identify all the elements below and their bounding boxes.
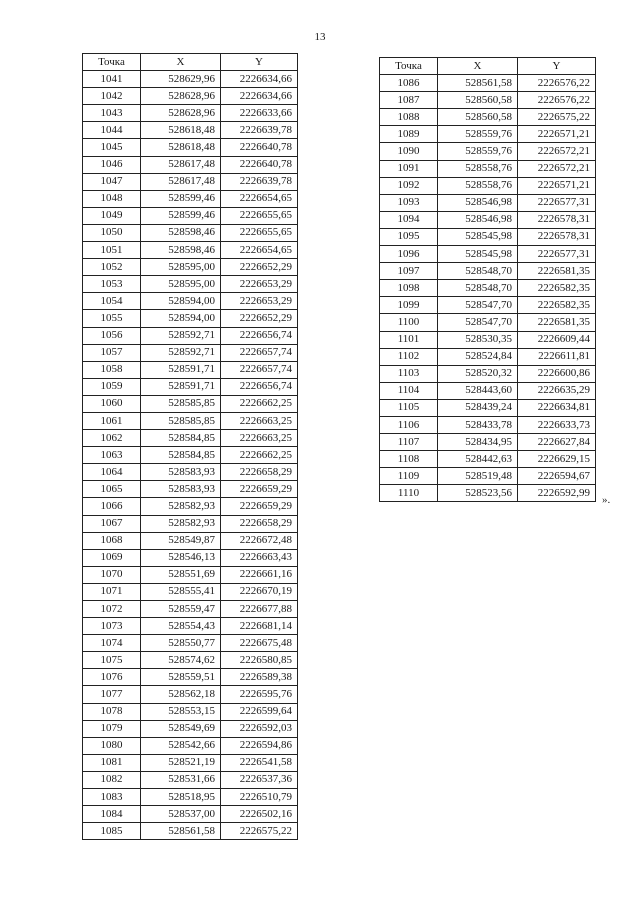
y-cell: 2226629,15 xyxy=(518,451,596,468)
table-row xyxy=(83,430,298,447)
point-cell: 1047 xyxy=(83,173,141,190)
x-cell: 528574,62 xyxy=(141,652,221,669)
table-row xyxy=(83,276,298,293)
table-row xyxy=(380,434,596,451)
x-cell: 528537,00 xyxy=(141,806,221,823)
point-cell: 1079 xyxy=(83,720,141,737)
table-row xyxy=(83,789,298,806)
table-row xyxy=(83,686,298,703)
y-cell: 2226575,22 xyxy=(518,109,596,126)
y-cell: 2226656,74 xyxy=(221,378,298,395)
y-cell: 2226611,81 xyxy=(518,348,596,365)
table-row xyxy=(380,246,596,263)
point-cell: 1098 xyxy=(380,280,438,297)
table-row xyxy=(380,109,596,126)
x-cell: 528546,98 xyxy=(438,194,518,211)
x-cell: 528618,48 xyxy=(141,122,221,139)
point-cell: 1076 xyxy=(83,669,141,686)
point-cell: 1044 xyxy=(83,122,141,139)
y-cell: 2226655,65 xyxy=(221,224,298,241)
x-cell: 528561,58 xyxy=(141,823,221,840)
y-cell: 2226572,21 xyxy=(518,143,596,160)
table-row xyxy=(83,806,298,823)
table-row xyxy=(83,720,298,737)
point-cell: 1074 xyxy=(83,635,141,652)
point-cell: 1070 xyxy=(83,566,141,583)
y-cell: 2226541,58 xyxy=(221,754,298,771)
point-cell: 1071 xyxy=(83,583,141,600)
y-cell: 2226677,88 xyxy=(221,601,298,618)
y-cell: 2226639,78 xyxy=(221,122,298,139)
x-cell: 528520,32 xyxy=(438,365,518,382)
y-cell: 2226675,48 xyxy=(221,635,298,652)
y-cell: 2226654,65 xyxy=(221,190,298,207)
point-cell: 1057 xyxy=(83,344,141,361)
x-cell: 528434,95 xyxy=(438,434,518,451)
x-cell: 528554,43 xyxy=(141,618,221,635)
point-cell: 1107 xyxy=(380,434,438,451)
point-cell: 1110 xyxy=(380,485,438,502)
x-cell: 528629,96 xyxy=(141,71,221,88)
x-cell: 528439,24 xyxy=(438,399,518,416)
y-cell: 2226592,99 xyxy=(518,485,596,502)
x-cell: 528591,71 xyxy=(141,378,221,395)
table-row xyxy=(83,378,298,395)
x-cell: 528585,85 xyxy=(141,412,221,429)
x-cell: 528585,85 xyxy=(141,395,221,412)
y-cell: 2226663,25 xyxy=(221,412,298,429)
x-cell: 528546,98 xyxy=(438,211,518,228)
y-cell: 2226652,29 xyxy=(221,259,298,276)
table-row xyxy=(380,382,596,399)
y-cell: 2226659,29 xyxy=(221,481,298,498)
table-row xyxy=(83,771,298,788)
point-cell: 1089 xyxy=(380,126,438,143)
y-cell: 2226653,29 xyxy=(221,276,298,293)
y-cell: 2226653,29 xyxy=(221,293,298,310)
point-cell: 1054 xyxy=(83,293,141,310)
point-cell: 1073 xyxy=(83,618,141,635)
point-cell: 1060 xyxy=(83,395,141,412)
point-cell: 1106 xyxy=(380,416,438,433)
x-cell: 528521,19 xyxy=(141,754,221,771)
y-cell: 2226599,64 xyxy=(221,703,298,720)
x-cell: 528598,46 xyxy=(141,242,221,259)
point-cell: 1065 xyxy=(83,481,141,498)
x-cell: 528519,48 xyxy=(438,468,518,485)
point-cell: 1045 xyxy=(83,139,141,156)
x-cell: 528545,98 xyxy=(438,246,518,263)
point-cell: 1096 xyxy=(380,246,438,263)
y-cell: 2226576,22 xyxy=(518,75,596,92)
table-row xyxy=(83,618,298,635)
point-cell: 1090 xyxy=(380,143,438,160)
x-cell: 528546,13 xyxy=(141,549,221,566)
x-cell: 528442,63 xyxy=(438,451,518,468)
table-row xyxy=(380,451,596,468)
table-row xyxy=(83,498,298,515)
y-cell: 2226640,78 xyxy=(221,156,298,173)
table-row xyxy=(380,485,596,502)
y-cell: 2226658,29 xyxy=(221,464,298,481)
header-row xyxy=(83,54,298,71)
y-cell: 2226652,29 xyxy=(221,310,298,327)
table-row xyxy=(83,703,298,720)
table-row xyxy=(83,310,298,327)
x-cell: 528531,66 xyxy=(141,771,221,788)
x-cell: 528594,00 xyxy=(141,310,221,327)
point-cell: 1064 xyxy=(83,464,141,481)
point-cell: 1056 xyxy=(83,327,141,344)
point-cell: 1099 xyxy=(380,297,438,314)
y-cell: 2226681,14 xyxy=(221,618,298,635)
x-cell: 528559,51 xyxy=(141,669,221,686)
table-row xyxy=(83,259,298,276)
table-row xyxy=(380,143,596,160)
x-cell: 528595,00 xyxy=(141,276,221,293)
table-row xyxy=(83,190,298,207)
point-cell: 1041 xyxy=(83,71,141,88)
table-row xyxy=(380,92,596,109)
y-cell: 2226581,35 xyxy=(518,263,596,280)
x-cell: 528443,60 xyxy=(438,382,518,399)
x-cell: 528550,77 xyxy=(141,635,221,652)
table-row xyxy=(380,228,596,245)
point-cell: 1050 xyxy=(83,224,141,241)
point-cell: 1069 xyxy=(83,549,141,566)
x-cell: 528547,70 xyxy=(438,314,518,331)
x-cell: 528559,47 xyxy=(141,601,221,618)
point-cell: 1097 xyxy=(380,263,438,280)
table-row xyxy=(83,549,298,566)
y-cell: 2226662,25 xyxy=(221,395,298,412)
table-row xyxy=(83,88,298,105)
point-cell: 1086 xyxy=(380,75,438,92)
y-cell: 2226576,22 xyxy=(518,92,596,109)
table-row xyxy=(380,126,596,143)
y-cell: 2226633,73 xyxy=(518,416,596,433)
y-cell: 2226654,65 xyxy=(221,242,298,259)
x-cell: 528518,95 xyxy=(141,789,221,806)
x-cell: 528584,85 xyxy=(141,447,221,464)
table-row xyxy=(380,75,596,92)
y-cell: 2226581,35 xyxy=(518,314,596,331)
point-cell: 1101 xyxy=(380,331,438,348)
y-cell: 2226639,78 xyxy=(221,173,298,190)
x-cell: 528558,76 xyxy=(438,177,518,194)
x-cell: 528617,48 xyxy=(141,173,221,190)
table-row xyxy=(380,280,596,297)
point-cell: 1081 xyxy=(83,754,141,771)
point-cell: 1049 xyxy=(83,207,141,224)
point-cell: 1085 xyxy=(83,823,141,840)
y-cell: 2226571,21 xyxy=(518,126,596,143)
table-row xyxy=(83,515,298,532)
table-row xyxy=(83,242,298,259)
x-cell: 528560,58 xyxy=(438,92,518,109)
y-cell: 2226633,66 xyxy=(221,105,298,122)
y-cell: 2226578,31 xyxy=(518,211,596,228)
x-cell: 528548,70 xyxy=(438,280,518,297)
point-cell: 1055 xyxy=(83,310,141,327)
x-cell: 528542,66 xyxy=(141,737,221,754)
point-cell: 1084 xyxy=(83,806,141,823)
x-cell: 528599,46 xyxy=(141,190,221,207)
point-cell: 1102 xyxy=(380,348,438,365)
table-row xyxy=(380,468,596,485)
point-cell: 1077 xyxy=(83,686,141,703)
table-row xyxy=(83,156,298,173)
point-cell: 1078 xyxy=(83,703,141,720)
y-cell: 2226578,31 xyxy=(518,228,596,245)
y-cell: 2226635,29 xyxy=(518,382,596,399)
table-row xyxy=(83,754,298,771)
y-cell: 2226594,86 xyxy=(221,737,298,754)
table-row xyxy=(83,823,298,840)
point-cell: 1092 xyxy=(380,177,438,194)
y-cell: 2226577,31 xyxy=(518,246,596,263)
x-cell: 528583,93 xyxy=(141,481,221,498)
point-cell: 1043 xyxy=(83,105,141,122)
point-cell: 1052 xyxy=(83,259,141,276)
table-row xyxy=(83,447,298,464)
y-cell: 2226655,65 xyxy=(221,207,298,224)
table-row xyxy=(380,211,596,228)
x-cell: 528545,98 xyxy=(438,228,518,245)
point-cell: 1066 xyxy=(83,498,141,515)
point-cell: 1067 xyxy=(83,515,141,532)
table-row xyxy=(380,194,596,211)
table-row xyxy=(380,263,596,280)
table-row xyxy=(83,412,298,429)
table-row xyxy=(83,293,298,310)
table-row xyxy=(83,669,298,686)
point-cell: 1042 xyxy=(83,88,141,105)
point-cell: 1108 xyxy=(380,451,438,468)
x-cell: 528555,41 xyxy=(141,583,221,600)
table-row xyxy=(380,177,596,194)
x-cell: 528617,48 xyxy=(141,156,221,173)
column-header-point: Точка xyxy=(380,58,438,75)
y-cell: 2226670,19 xyxy=(221,583,298,600)
x-cell: 528523,56 xyxy=(438,485,518,502)
x-cell: 528582,93 xyxy=(141,515,221,532)
y-cell: 2226657,74 xyxy=(221,344,298,361)
column-header-y: Y xyxy=(518,58,596,75)
y-cell: 2226634,66 xyxy=(221,71,298,88)
table-row xyxy=(83,207,298,224)
y-cell: 2226663,25 xyxy=(221,430,298,447)
table-row xyxy=(380,348,596,365)
point-cell: 1063 xyxy=(83,447,141,464)
point-cell: 1082 xyxy=(83,771,141,788)
table-row xyxy=(83,344,298,361)
y-cell: 2226571,21 xyxy=(518,177,596,194)
y-cell: 2226595,76 xyxy=(221,686,298,703)
x-cell: 528618,48 xyxy=(141,139,221,156)
x-cell: 528628,96 xyxy=(141,88,221,105)
coordinates-table-left xyxy=(82,53,298,840)
point-cell: 1072 xyxy=(83,601,141,618)
table-row xyxy=(83,481,298,498)
x-cell: 528548,70 xyxy=(438,263,518,280)
x-cell: 528559,76 xyxy=(438,126,518,143)
table-row xyxy=(83,635,298,652)
table-row xyxy=(83,601,298,618)
y-cell: 2226577,31 xyxy=(518,194,596,211)
table-row xyxy=(83,464,298,481)
table-row xyxy=(83,224,298,241)
column-header-x: X xyxy=(438,58,518,75)
x-cell: 528530,35 xyxy=(438,331,518,348)
point-cell: 1058 xyxy=(83,361,141,378)
y-cell: 2226609,44 xyxy=(518,331,596,348)
table-row xyxy=(83,71,298,88)
table-row xyxy=(380,314,596,331)
table-row xyxy=(83,122,298,139)
point-cell: 1088 xyxy=(380,109,438,126)
table-row xyxy=(83,532,298,549)
column-header-x: X xyxy=(141,54,221,71)
point-cell: 1068 xyxy=(83,532,141,549)
x-cell: 528599,46 xyxy=(141,207,221,224)
y-cell: 2226572,21 xyxy=(518,160,596,177)
x-cell: 528524,84 xyxy=(438,348,518,365)
y-cell: 2226663,43 xyxy=(221,549,298,566)
point-cell: 1053 xyxy=(83,276,141,293)
y-cell: 2226592,03 xyxy=(221,720,298,737)
table-row xyxy=(83,737,298,754)
x-cell: 528558,76 xyxy=(438,160,518,177)
table-row xyxy=(380,365,596,382)
point-cell: 1075 xyxy=(83,652,141,669)
closing-quote-mark: ». xyxy=(602,494,611,506)
y-cell: 2226656,74 xyxy=(221,327,298,344)
table-row xyxy=(380,297,596,314)
x-cell: 528583,93 xyxy=(141,464,221,481)
x-cell: 528561,58 xyxy=(438,75,518,92)
x-cell: 528553,15 xyxy=(141,703,221,720)
y-cell: 2226634,81 xyxy=(518,399,596,416)
point-cell: 1083 xyxy=(83,789,141,806)
x-cell: 528591,71 xyxy=(141,361,221,378)
table-row xyxy=(83,139,298,156)
point-cell: 1051 xyxy=(83,242,141,259)
y-cell: 2226582,35 xyxy=(518,297,596,314)
table-row xyxy=(380,160,596,177)
x-cell: 528433,78 xyxy=(438,416,518,433)
table-row xyxy=(83,105,298,122)
x-cell: 528584,85 xyxy=(141,430,221,447)
point-cell: 1100 xyxy=(380,314,438,331)
x-cell: 528595,00 xyxy=(141,259,221,276)
x-cell: 528547,70 xyxy=(438,297,518,314)
x-cell: 528562,18 xyxy=(141,686,221,703)
y-cell: 2226589,38 xyxy=(221,669,298,686)
x-cell: 528549,87 xyxy=(141,532,221,549)
table-row xyxy=(83,652,298,669)
y-cell: 2226657,74 xyxy=(221,361,298,378)
y-cell: 2226659,29 xyxy=(221,498,298,515)
table-row xyxy=(380,416,596,433)
table-row xyxy=(83,173,298,190)
coordinates-table-right xyxy=(379,57,596,502)
point-cell: 1087 xyxy=(380,92,438,109)
point-cell: 1109 xyxy=(380,468,438,485)
page-number: 13 xyxy=(314,31,326,43)
point-cell: 1093 xyxy=(380,194,438,211)
y-cell: 2226575,22 xyxy=(221,823,298,840)
x-cell: 528560,58 xyxy=(438,109,518,126)
table-row xyxy=(83,566,298,583)
y-cell: 2226594,67 xyxy=(518,468,596,485)
column-header-point: Точка xyxy=(83,54,141,71)
y-cell: 2226634,66 xyxy=(221,88,298,105)
y-cell: 2226600,86 xyxy=(518,365,596,382)
x-cell: 528594,00 xyxy=(141,293,221,310)
table-row xyxy=(83,361,298,378)
table-row xyxy=(380,331,596,348)
point-cell: 1105 xyxy=(380,399,438,416)
y-cell: 2226672,48 xyxy=(221,532,298,549)
y-cell: 2226640,78 xyxy=(221,139,298,156)
point-cell: 1062 xyxy=(83,430,141,447)
point-cell: 1080 xyxy=(83,737,141,754)
y-cell: 2226661,16 xyxy=(221,566,298,583)
point-cell: 1061 xyxy=(83,412,141,429)
column-header-y: Y xyxy=(221,54,298,71)
y-cell: 2226580,85 xyxy=(221,652,298,669)
x-cell: 528551,69 xyxy=(141,566,221,583)
table-row xyxy=(83,395,298,412)
point-cell: 1059 xyxy=(83,378,141,395)
table-row xyxy=(83,583,298,600)
y-cell: 2226537,36 xyxy=(221,771,298,788)
point-cell: 1048 xyxy=(83,190,141,207)
y-cell: 2226658,29 xyxy=(221,515,298,532)
point-cell: 1091 xyxy=(380,160,438,177)
y-cell: 2226502,16 xyxy=(221,806,298,823)
table-row xyxy=(83,327,298,344)
point-cell: 1046 xyxy=(83,156,141,173)
y-cell: 2226582,35 xyxy=(518,280,596,297)
y-cell: 2226510,79 xyxy=(221,789,298,806)
x-cell: 528582,93 xyxy=(141,498,221,515)
x-cell: 528592,71 xyxy=(141,327,221,344)
y-cell: 2226627,84 xyxy=(518,434,596,451)
point-cell: 1104 xyxy=(380,382,438,399)
point-cell: 1094 xyxy=(380,211,438,228)
header-row xyxy=(380,58,596,75)
table-row xyxy=(380,399,596,416)
point-cell: 1095 xyxy=(380,228,438,245)
x-cell: 528559,76 xyxy=(438,143,518,160)
x-cell: 528592,71 xyxy=(141,344,221,361)
x-cell: 528598,46 xyxy=(141,224,221,241)
point-cell: 1103 xyxy=(380,365,438,382)
y-cell: 2226662,25 xyxy=(221,447,298,464)
x-cell: 528628,96 xyxy=(141,105,221,122)
x-cell: 528549,69 xyxy=(141,720,221,737)
